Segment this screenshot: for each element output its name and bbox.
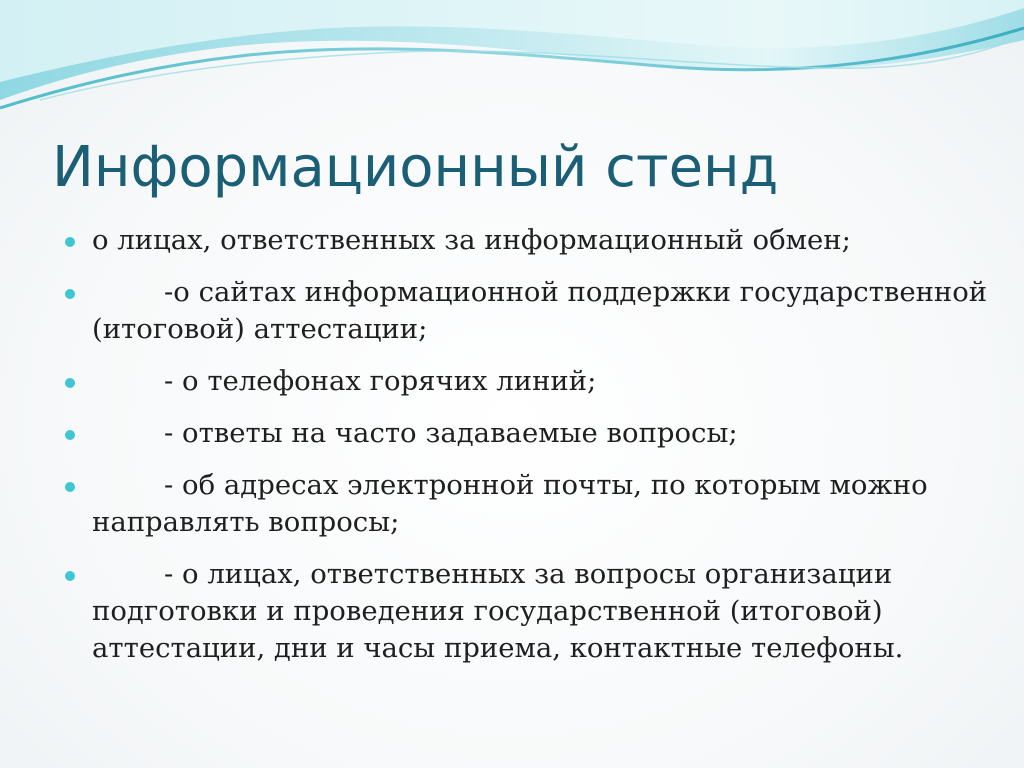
bullet-dot-icon <box>65 430 75 440</box>
bullet-list <box>92 222 996 682</box>
bullet-dot-icon <box>65 289 75 299</box>
bullet-item <box>92 415 992 452</box>
bullet-dot-icon <box>65 571 75 581</box>
bullet-text: - о телефонах горячих линий; <box>164 365 597 397</box>
bullet-dot-icon <box>65 378 75 388</box>
bullet-dot-icon <box>65 237 75 247</box>
slide-title: Информационный стенд <box>52 135 779 200</box>
bullet-dot-icon <box>65 482 75 492</box>
bullet-text: о лицах, ответственных за информационный обмен; <box>92 224 851 256</box>
bullet-item <box>92 556 992 667</box>
bullet-item <box>92 222 992 259</box>
bullet-text: - ответы на часто задаваемые вопросы; <box>164 417 738 449</box>
bullet-item <box>92 274 996 348</box>
bullet-item <box>92 467 992 541</box>
bullet-text: - о лицах, ответственных за вопросы организации подготовки и проведения государственной (итоговой) аттестации, дни и часы приема, контактные телефоны. <box>92 558 904 664</box>
decorative-wave-header <box>0 0 1024 130</box>
bullet-item <box>92 363 992 400</box>
bullet-text: - об адресах электронной почты, по которым можно направлять вопросы; <box>92 469 937 538</box>
bullet-text: -о сайтах информационной поддержки государственной (итоговой) аттестации; <box>92 276 996 345</box>
